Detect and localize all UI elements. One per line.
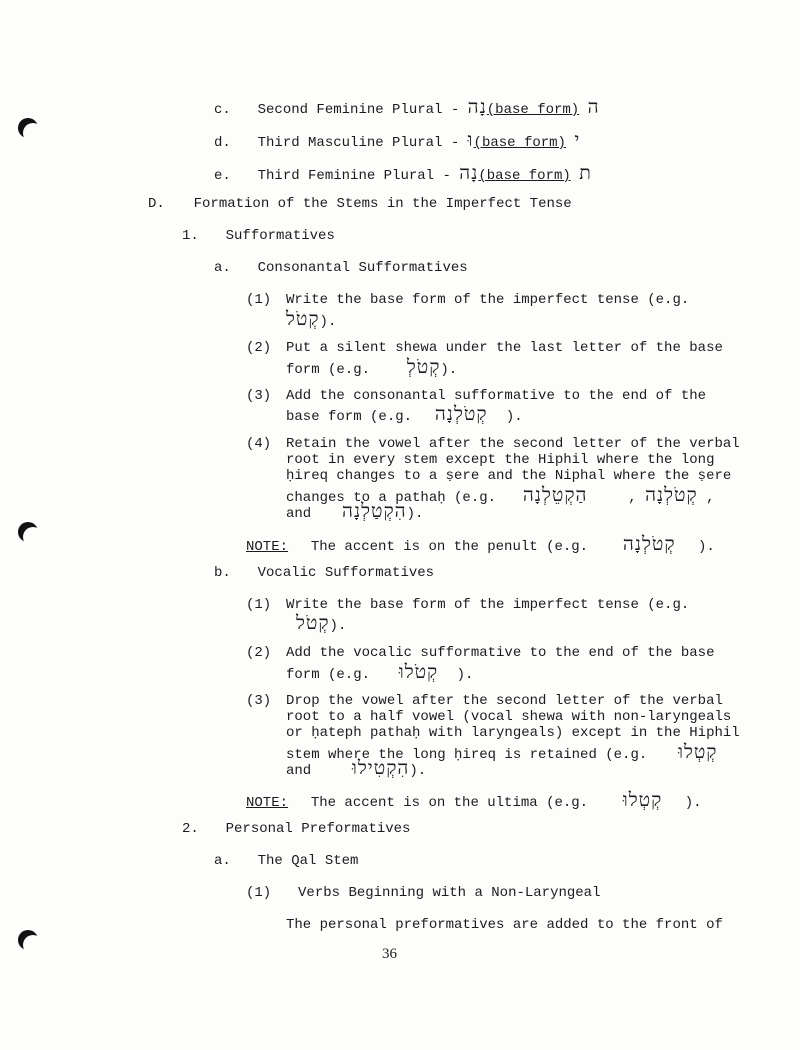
cons-step-1-line1: Write the base form of the imperfect tense (e.g. <box>286 292 690 308</box>
cons-step-4-line1: Retain the vowel after the second letter of the verbal <box>286 436 740 452</box>
voc-step-3-line1: Drop the vowel after the second letter of the verbal <box>286 693 723 709</box>
cons-step-3-line1: Add the consonantal sufformative to the end of the <box>286 388 707 404</box>
cons-step-3-num: (3) <box>246 388 272 404</box>
section-d-heading: D. Formation of the Stems in the Imperfect Tense <box>148 196 572 212</box>
note-ultima: NOTE: The accent is on the ultima (e.g. קְטְלוּ ). <box>246 789 702 811</box>
paragraph-preformatives: The personal preformatives are added to the front of <box>286 917 723 933</box>
item-d: d. Third Masculine Plural - וּ(base form) י <box>214 129 581 151</box>
cons-step-4-num: (4) <box>246 436 272 452</box>
voc-step-3-line2: root to a half vowel (vocal shewa with non-laryngeals <box>286 709 732 725</box>
subsection-1b-heading: b. Vocalic Sufformatives <box>214 565 435 581</box>
subsection-2a1-heading: (1) Verbs Beginning with a Non-Laryngeal <box>246 885 601 901</box>
binder-hole-middle <box>18 522 38 542</box>
subsection-2a-heading: a. The Qal Stem <box>214 853 359 869</box>
subsection-1a-heading: a. Consonantal Sufformatives <box>214 260 468 276</box>
voc-step-3-line5: and הִקְטִילוּ). <box>286 757 427 779</box>
voc-step-3-num: (3) <box>246 693 272 709</box>
item-e: e. Third Feminine Plural - נָה(base form) ת <box>214 162 592 184</box>
binder-hole-bottom <box>18 930 38 950</box>
page-number: 36 <box>382 946 397 962</box>
subsection-2-heading: 2. Personal Preformatives <box>182 821 411 837</box>
cons-step-2-line2: form (e.g. קְטֹלְ). <box>286 356 458 378</box>
cons-step-3-line2: base form (e.g. קְטֹלְנָה ). <box>286 403 523 425</box>
item-c: c. Second Feminine Plural - נָה(base form) ה <box>214 96 600 118</box>
binder-hole-top <box>18 118 38 138</box>
cons-step-1-num: (1) <box>246 292 272 308</box>
voc-step-1-line2: קְטֹל). <box>296 612 347 634</box>
voc-step-2-num: (2) <box>246 645 272 661</box>
cons-step-4-line5: and הִקְטַלְנָה). <box>286 500 424 522</box>
cons-step-2-num: (2) <box>246 340 272 356</box>
cons-step-2-line1: Put a silent shewa under the last letter of the base <box>286 340 723 356</box>
voc-step-1-num: (1) <box>246 597 272 613</box>
voc-step-1-line1: Write the base form of the imperfect tense (e.g. <box>286 597 690 613</box>
voc-step-2-line2: form (e.g. קְטֹלוּ ). <box>286 661 474 683</box>
voc-step-3-line4: stem where the long ḥireq is retained (e.g. קְטְלוּ <box>286 741 718 763</box>
voc-step-2-line1: Add the vocalic sufformative to the end of the base <box>286 645 715 661</box>
cons-step-4-line3: ḥireq changes to a ṣere and the Niphal where the ṣere <box>286 468 732 484</box>
cons-step-4-line2: root in every stem except the Hiphil where the long <box>286 452 715 468</box>
subsection-1-heading: 1. Sufformatives <box>182 228 335 244</box>
note-penult: NOTE: The accent is on the penult (e.g. קְטֹלְנָה ). <box>246 533 715 555</box>
cons-step-4-line4: changes to a pathaḥ (e.g. קְטֹלְנָה , הַקְטֵלְנָה , <box>286 484 715 506</box>
cons-step-1-line2: קְטֹל). <box>286 308 337 330</box>
voc-step-3-line3: or ḥateph pathaḥ with laryngeals) except in the Hiphil <box>286 725 740 741</box>
